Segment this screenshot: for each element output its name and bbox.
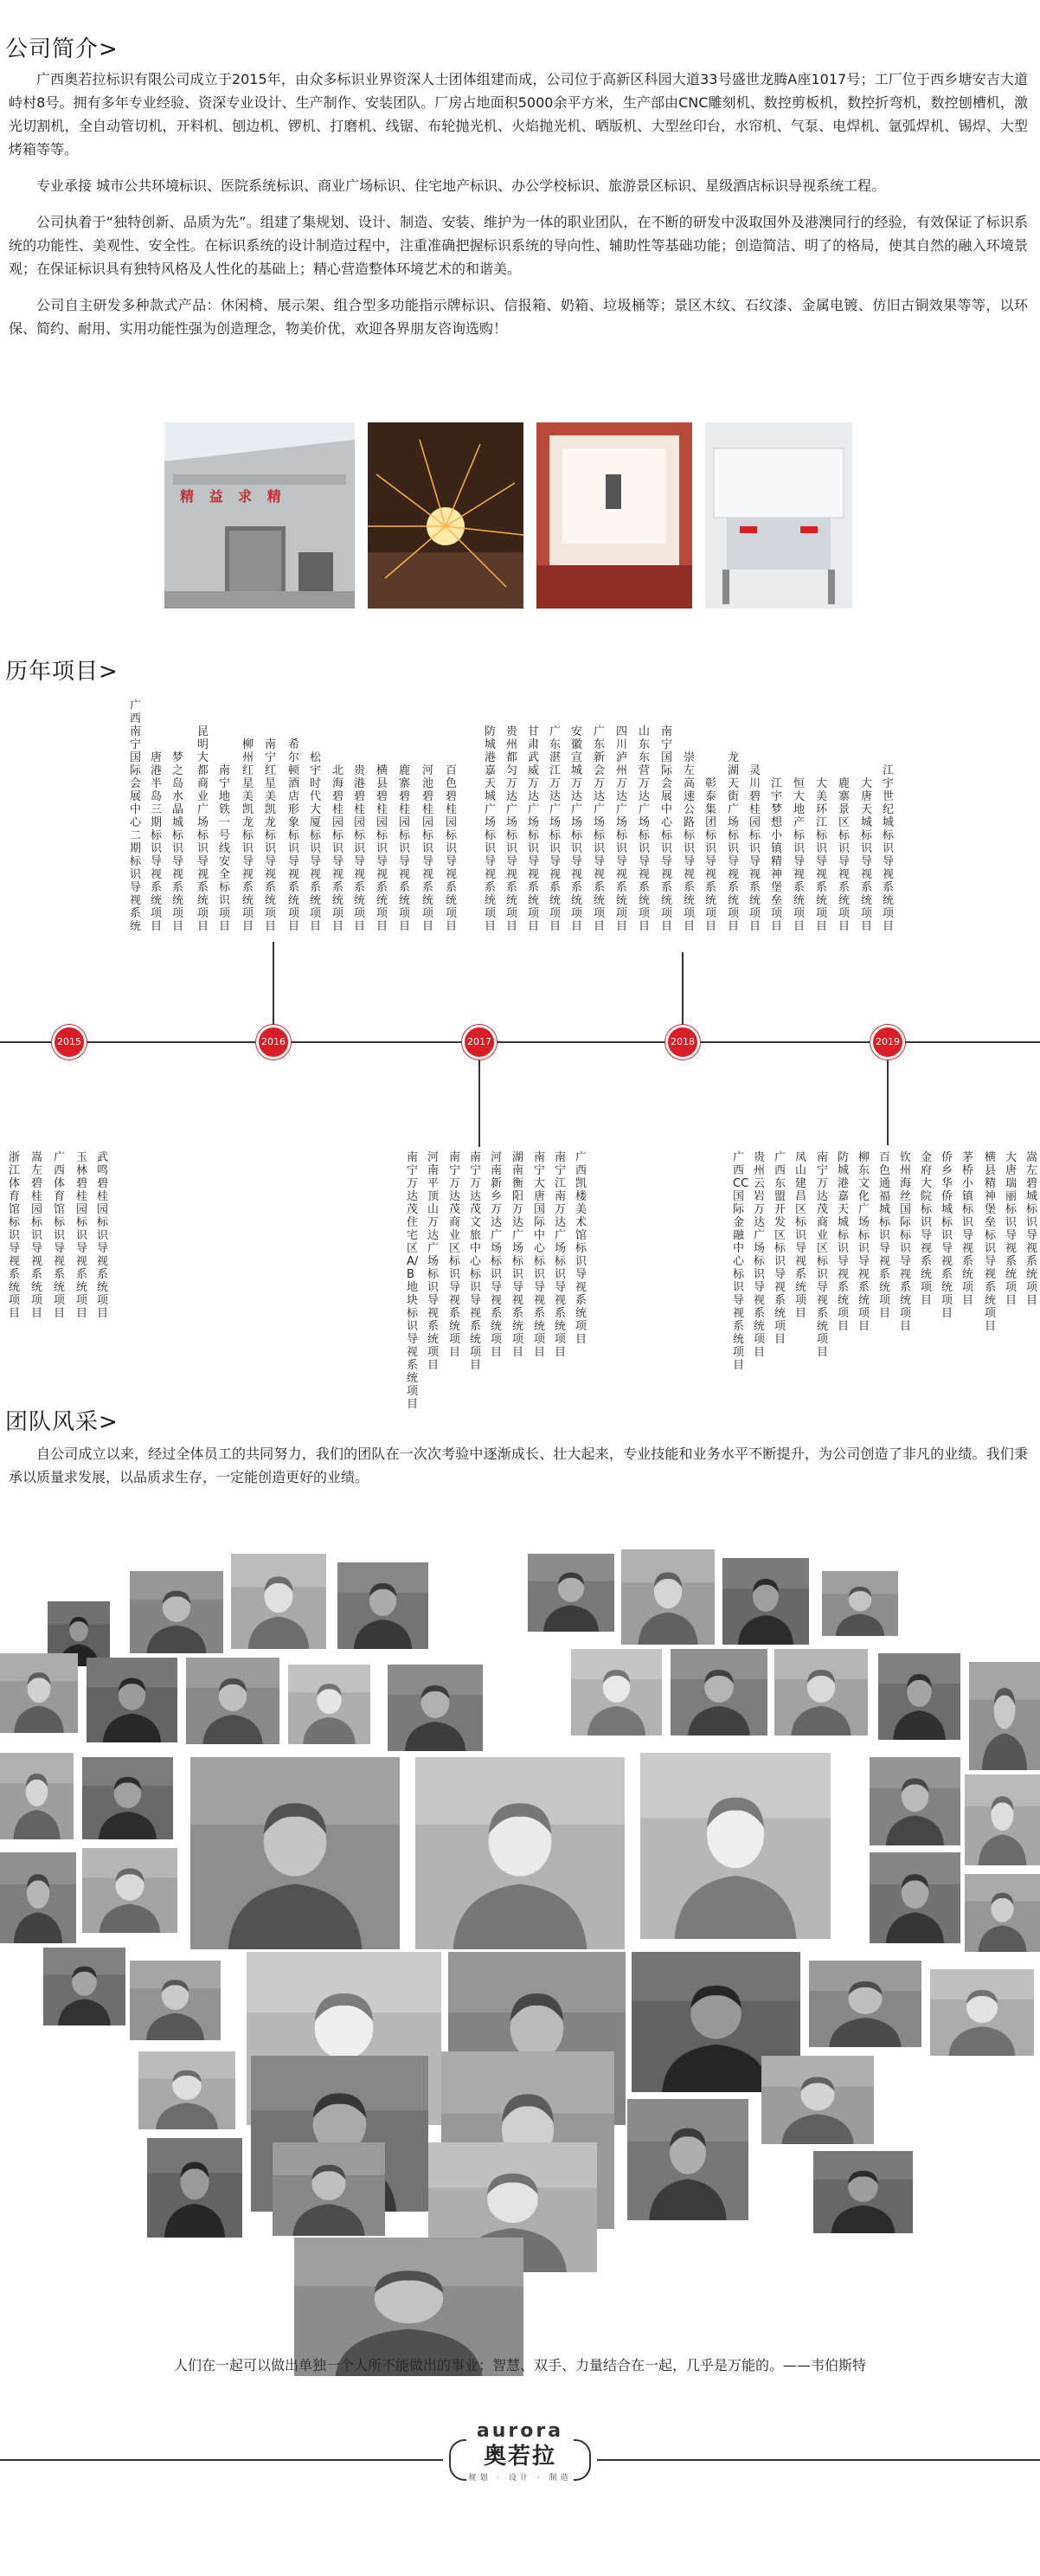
team-member-photo: [0, 1753, 74, 1839]
team-member-photo: [130, 1961, 221, 2040]
project-label: 河池碧桂园标识导视系统项目: [422, 764, 434, 933]
project-label: 松宇时代大厦标识导视系统项目: [310, 751, 322, 933]
project-label: 南宁万达茂商业区标识导视系统项目: [449, 1151, 461, 1359]
team-intro: 自公司成立以来，经过全体员工的共同努力，我们的团队在一次次考验中逐渐成长、壮大起来，专业技能和业务水平不断提升，为公司创造了非凡的业绩。我们秉承以质量求发展，以品质求生存，一定能创造更好的业绩。: [9, 1446, 1028, 1485]
team-member-photo: [138, 2051, 235, 2129]
project-label: 贵州都匀万达广场标识导视系统项目: [506, 725, 518, 933]
factory-sign-text: 精 益 求 精: [180, 488, 286, 505]
logo-tagline: 规划 · 设计 · 制造: [468, 2474, 572, 2483]
footer-divider-right: [597, 2459, 1040, 2461]
project-label: 嵩左碧城标识导视系统项目: [1026, 1151, 1038, 1307]
project-label: 大唐天城标识导视系统项目: [861, 777, 873, 933]
project-label: 广东新会万达广场标识导视系统项目: [594, 725, 606, 933]
team-member-photo: [969, 1662, 1040, 1770]
project-label: 防城港嘉天城广场标识导视系统项目: [485, 725, 497, 933]
team-member-photo: [43, 1948, 125, 2025]
project-label: 大唐瑞丽标识导视系统项目: [1005, 1151, 1018, 1307]
factory-welding-photo: [368, 422, 523, 609]
logo-english: aurora: [476, 2420, 564, 2442]
project-label: 南宁地铁一号线安全标识项目: [219, 764, 231, 933]
project-label: 钦州海丝国际标识导视系统项目: [900, 1151, 912, 1333]
team-member-photo: [671, 1649, 767, 1736]
team-member-photo: [813, 2151, 913, 2233]
team-member-photo: [337, 1562, 428, 1649]
project-label: 百色通福城标识导视系统项目: [879, 1151, 891, 1320]
team-quote: 人们在一起可以做出单独一个人所不能做出的事业；智慧、双手、力量结合在一起，几乎是万能的。——韦伯斯特: [173, 2357, 866, 2373]
about-intro: [9, 68, 1028, 353]
project-label: 希尔顿酒店形象标识导视系统项目: [288, 738, 300, 933]
team-member-photo: [288, 1665, 370, 1744]
footer-divider-left: [0, 2459, 443, 2461]
team-member-photo: [528, 1554, 614, 1632]
project-label: 防城港嘉天城标识导视系统项目: [838, 1151, 850, 1333]
project-label: 南宁江南万达广场标识导视系统项目: [555, 1151, 567, 1359]
project-label: 南宁万达茂住宅区A/B地块标识导视系统项目: [407, 1151, 419, 1411]
project-label: 凤山建昌区标识导视系统项目: [795, 1151, 807, 1320]
team-member-photo: [0, 1653, 78, 1733]
company-logo: [454, 2420, 586, 2507]
project-label: 北海碧桂园标识导视系统项目: [332, 764, 344, 933]
project-label: 贵港碧桂园标识导视系统项目: [354, 764, 366, 933]
project-label: 南宁大唐国际中心标识导视系统项目: [534, 1151, 546, 1359]
year-marker-2016: 2016: [256, 1025, 291, 1059]
project-label: 河南平顶山万达广场标识导视系统项目: [427, 1151, 440, 1372]
team-member-photo: [273, 2142, 385, 2236]
team-member-photo: [870, 1852, 960, 1943]
team-member-photo: [82, 1757, 173, 1839]
team-member-photo: [722, 1558, 809, 1645]
team-member-photo: [0, 1852, 76, 1943]
project-label: 广西凯楼美术馆标识导视系统项目: [575, 1151, 587, 1346]
year-marker-2017: 2017: [462, 1025, 497, 1059]
team-member-photo: [965, 1774, 1040, 1865]
project-label: 茅桥小镇标识导视系统项目: [962, 1151, 974, 1307]
about-paragraph: 专业承接 城市公共环境标识、医院系统标识、商业广场标识、住宅地产标识、办公学校标识、旅游景区标识、星级酒店标识导视系统工程。: [36, 177, 886, 194]
project-label: 恒大地产标识导视系统项目: [793, 777, 806, 933]
project-label: 龙湖天街广场标识导视系统项目: [728, 751, 740, 933]
project-label: 湖南衡阳万达广场标识导视系统项目: [512, 1151, 524, 1359]
project-label: 江宇世纪城标识导视系统项目: [883, 764, 895, 933]
year-marker-2019: 2019: [870, 1025, 905, 1059]
project-label: 南宁国际会展中心标识导视系统项目: [661, 725, 673, 933]
project-label: 贵州云岩万达广场标识导视系统项目: [754, 1151, 766, 1359]
team-member-photo: [186, 1658, 279, 1744]
team-member-photo: [87, 1658, 177, 1742]
project-label: 鹿寨景区标识导视系统项目: [838, 777, 851, 933]
team-member-photo: [231, 1554, 326, 1649]
project-label: 江宇梦想小镇精神堡垒项目: [771, 777, 783, 933]
project-label: 河南新乡万达广场标识导视系统项目: [491, 1151, 503, 1359]
project-label: 广西东盟开发区标识导视系统项目: [774, 1151, 786, 1346]
team-member-photo: [809, 1961, 921, 2047]
team-member-photo: [190, 1757, 400, 1949]
team-member-photo: [870, 1757, 960, 1845]
about-title: 公司简介>: [5, 36, 119, 62]
project-label: 广西南宁国际会展中心二期标识导视系统: [130, 699, 142, 933]
project-label: 南宁万达茂商业区标识导视系统项目: [817, 1151, 829, 1359]
history-title: 历年项目>: [5, 659, 119, 685]
project-label: 鹿寨碧桂园标识导视系统项目: [399, 764, 411, 933]
project-label: 武鸣碧桂园标识导视系统项目: [97, 1151, 109, 1320]
project-label: 灵川碧桂园标识导视系统项目: [749, 764, 761, 933]
team-member-photo: [82, 1848, 177, 1933]
team-member-photo: [930, 1969, 1034, 2056]
about-paragraph: 公司执着于“独特创新、品质为先”。组建了集规划、设计、制造、安装、维护为一体的职业团队，在不断的研发中汲取国外及港澳同行的经验，有效保证了标识系统的功能性、美观性、安全性。在标识系统的设计制造过程中，注重准确把握标识系统的导向性、辅助性等基础功能；创造简洁、明了的格局，使其自然的融入环境景观；在保证标识具有独特风格及人性化的基础上；精心营造整体环境艺术的和谐美。: [9, 214, 1028, 277]
project-label: 梦之岛水晶城标识导视系统项目: [172, 751, 184, 933]
project-label: 玉林碧桂园标识导视系统项目: [76, 1151, 88, 1320]
factory-laser-photo: [536, 422, 692, 609]
year-marker-2018: 2018: [665, 1025, 700, 1059]
team-member-photo: [571, 1649, 662, 1736]
team-member-photo: [822, 1571, 898, 1636]
team-member-photo: [130, 1571, 223, 1653]
project-label: 侨乡华侨城标识导视系统项目: [941, 1151, 953, 1320]
project-label: 甘肃武威万达广场标识导视系统项目: [528, 725, 540, 933]
project-label: 昆明大都商业广场标识导视系统项目: [197, 725, 209, 933]
team-photo-mosaic: [0, 1545, 1040, 2289]
project-label: 百色碧桂园标识导视系统项目: [446, 764, 458, 933]
project-label: 柳州红星美凯龙标识导视系统项目: [242, 738, 254, 933]
team-member-photo: [388, 1665, 483, 1751]
project-label: 广西体育馆标识导视系统项目: [54, 1151, 66, 1320]
project-label: 四川泸州万达广场标识导视系统项目: [616, 725, 628, 933]
project-label: 唐港半岛三期标识导视系统项目: [151, 751, 163, 933]
project-label: 金府大院标识导视系统项目: [921, 1151, 933, 1307]
team-member-photo: [640, 1753, 831, 1939]
year-marker-2015: 2015: [52, 1025, 87, 1059]
project-label: 彰泰集团标识导视系统项目: [705, 777, 717, 933]
project-label: 大美环江标识导视系统项目: [816, 777, 828, 933]
team-member-photo: [627, 2099, 748, 2220]
team-member-photo: [878, 1653, 960, 1740]
project-label: 嵩左碧桂园标识导视系统项目: [31, 1151, 43, 1320]
team-member-photo: [415, 1757, 625, 1949]
project-label: 崇左高速公路标识导视系统项目: [684, 751, 696, 933]
team-member-photo: [774, 1649, 868, 1736]
project-label: 广东湛江万达广场标识导视系统项目: [549, 725, 562, 933]
project-label: 南宁万达茂文旅中心标识导视系统项目: [470, 1151, 482, 1372]
team-member-photo: [965, 1874, 1040, 1952]
project-label: 山东东营万达广场标识导视系统项目: [639, 725, 651, 933]
logo-bracket-right: [574, 2439, 591, 2481]
team-member-photo: [147, 2138, 242, 2238]
project-label: 南宁红星美凯龙标识导视系统项目: [265, 738, 277, 933]
team-title: 团队风采>: [5, 1409, 119, 1435]
project-label: 安徽宣城万达广场标识导视系统项目: [571, 725, 583, 933]
logo-chinese: 奥若拉: [483, 2444, 556, 2470]
project-label: 柳东文化广场标识导视系统项目: [858, 1151, 870, 1333]
project-label: 广西CC国际金融中心标识导视系统项目: [733, 1151, 749, 1372]
project-label: 横县碧桂园标识导视系统项目: [376, 764, 388, 933]
factory-building-photo: [164, 422, 355, 609]
logo-bracket-left: [449, 2439, 466, 2481]
history-timeline: [0, 692, 1040, 1411]
about-paragraph: 公司自主研发多种款式产品：休闲椅、展示架、组合型多功能指示牌标识、信报箱、奶箱、垃圾桶等；景区木纹、石纹漆、金属电镀、仿旧古铜效果等等，以环保、简约、耐用、实用功能性强为创造理念，物美价优，欢迎各界朋友咨询选购！: [9, 297, 1028, 337]
project-label: 横县精神堡垒标识导视系统项目: [985, 1151, 997, 1333]
factory-printing-machine-photo: [705, 422, 852, 609]
team-member-photo: [761, 2056, 874, 2144]
team-member-photo: [621, 1549, 715, 1645]
about-paragraph: 广西奥若拉标识有限公司成立于2015年，由众多标识业界资深人士团体组建而成，公司位于高新区科园大道33号盛世龙腾A座1017号；工厂位于西乡塘安吉大道峙村8号。拥有多年专业经验、资深专业设计、生产制作、安装团队。厂房占地面积5000余平方米，生产部由CNC雕刻机、数控剪板机，数控折弯机，数控刨槽机，激光切割机，全自动管切机，开料机、刨边机、锣机、打磨机、线锯、布轮抛光机、火焰抛光机、晒版机、大型丝印台，水帘机、气泵、电焊机、氩弧焊机、锡焊、大型烤箱等等。: [9, 71, 1028, 158]
project-label: 浙江体育馆标识导视系统项目: [9, 1151, 21, 1320]
